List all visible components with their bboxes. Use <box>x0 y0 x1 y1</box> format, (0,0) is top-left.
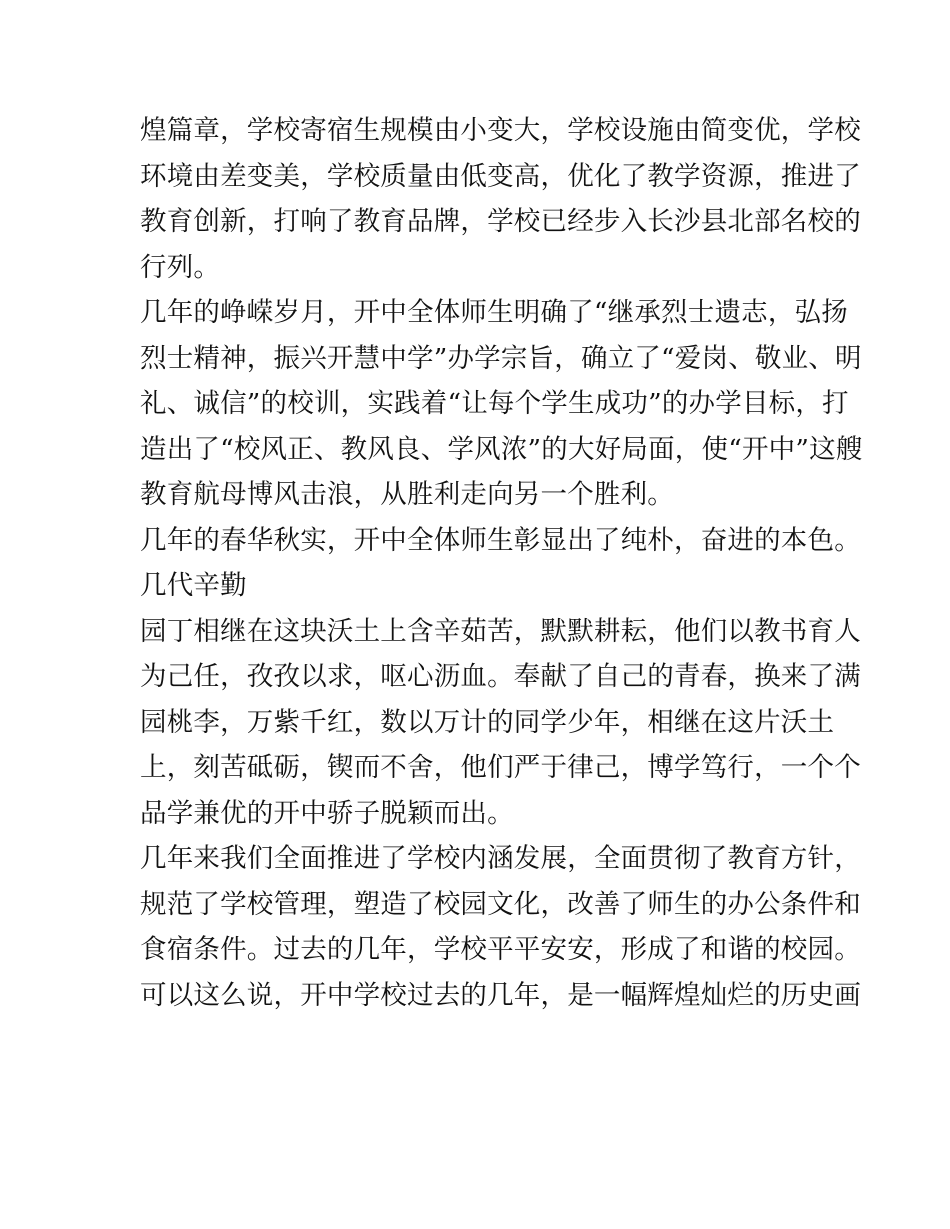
text-line-3: 教育创新，打响了教育品牌，学校已经步入长沙县北部名校的 <box>140 206 861 237</box>
text-line-20: 可以这么说，开中学校过去的几年，是一幅辉煌灿烂的历史画 <box>140 979 861 1011</box>
text-line-8: 造出了“校风正、教风良、学风浓”的大好局面，使“开中”这艘 <box>140 433 863 465</box>
text-line-18: 规范了学校管理，塑造了校园文化，改善了师生的办公条件和 <box>140 888 861 920</box>
text-line-12: 园丁相继在这块沃土上含辛茹苦，默默耕耘，他们以教书育人 <box>140 615 861 647</box>
text-line-16: 品学兼优的开中骄子脱颖而出。 <box>140 797 514 829</box>
text-line-14: 园桃李，万紫千红，数以万计的同学少年，相继在这片沃土 <box>140 706 835 738</box>
text-line-13: 为己任，孜孜以求，呕心沥血。奉献了自己的青春，换来了满 <box>140 661 861 692</box>
text-line-10: 几年的春华秋实，开中全体师生彰显出了纯朴，奋进的本色。 <box>140 524 861 556</box>
text-line-2: 环境由差变美，学校质量由低变高，优化了教学资源，推进了 <box>140 160 861 192</box>
text-line-17: 几年来我们全面推进了学校内涵发展，全面贯彻了教育方针， <box>140 843 861 874</box>
text-line-7: 礼、诚信”的校训，实践着“让每个学生成功”的办学目标，打 <box>140 388 849 419</box>
text-line-1: 煌篇章，学校寄宿生规模由小变大，学校设施由简变优，学校 <box>140 115 861 146</box>
text-line-4: 行列。 <box>140 251 221 283</box>
text-line-15: 上，刻苦砥砺，锲而不舍，他们严于律己，博学笃行，一个个 <box>140 752 861 783</box>
text-line-6: 烈士精神，振兴开慧中学”办学宗旨，确立了“爱岗、敬业、明 <box>140 342 862 374</box>
text-line-5: 几年的峥嵘岁月，开中全体师生明确了“继承烈士遗志，弘扬 <box>140 297 848 328</box>
text-line-9: 教育航母博风击浪，从胜利走向另一个胜利。 <box>140 479 674 510</box>
document-body <box>140 108 863 1018</box>
text-line-19: 食宿条件。过去的几年，学校平平安安，形成了和谐的校园。 <box>140 934 861 965</box>
text-line-11: 几代辛勤 <box>140 570 247 601</box>
